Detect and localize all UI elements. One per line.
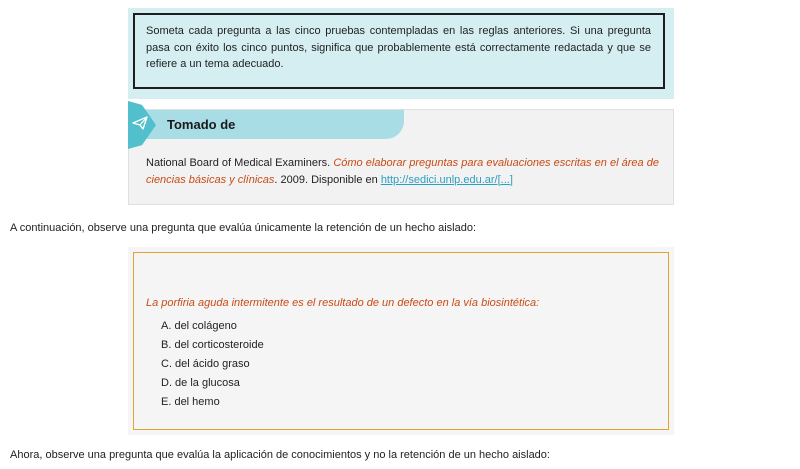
citation-link[interactable]: http://sedici.unlp.edu.ar/[...]	[380, 173, 513, 186]
question-stem: La porfiria aguda intermitente es el resultado de un defecto en la vía biosintética:	[146, 297, 540, 309]
option-a: A. del colágeno	[161, 320, 237, 332]
citation-details: . 2009. Disponible en	[274, 173, 381, 186]
intro-application-text: Ahora, observe una pregunta que evalúa la aplicación de conocimientos y no la retención de un hecho aislado:	[10, 449, 550, 461]
source-box	[128, 109, 674, 205]
paper-plane-icon	[132, 115, 148, 131]
source-box-tab	[128, 101, 156, 149]
option-e: E. del hemo	[161, 396, 220, 408]
source-citation	[146, 155, 659, 188]
rules-note-box	[133, 13, 665, 89]
intro-recall-text: A continuación, observe una pregunta que evalúa únicamente la retención de un hecho aislado:	[10, 222, 477, 234]
option-d: D. de la glucosa	[161, 377, 240, 389]
rules-note-text: Someta cada pregunta a las cinco pruebas contempladas en las reglas anteriores. Si una pregunta pasa con éxito los cinco puntos, significa que probablemente está correctamente redactada y que se refiere a un tema adecuado.	[146, 25, 651, 70]
option-b: B. del corticosteroide	[161, 339, 264, 351]
source-box-header	[129, 110, 404, 139]
question-box	[133, 252, 669, 430]
option-c: C. del ácido graso	[161, 358, 250, 370]
citation-book-title: Cómo elaborar preguntas para evaluaciones escritas en el área de ciencias básicas y clínicas	[146, 157, 659, 186]
question-options	[161, 317, 264, 412]
source-box-title: Tomado de	[167, 117, 236, 132]
citation-author: National Board of Medical Examiners.	[146, 157, 331, 169]
